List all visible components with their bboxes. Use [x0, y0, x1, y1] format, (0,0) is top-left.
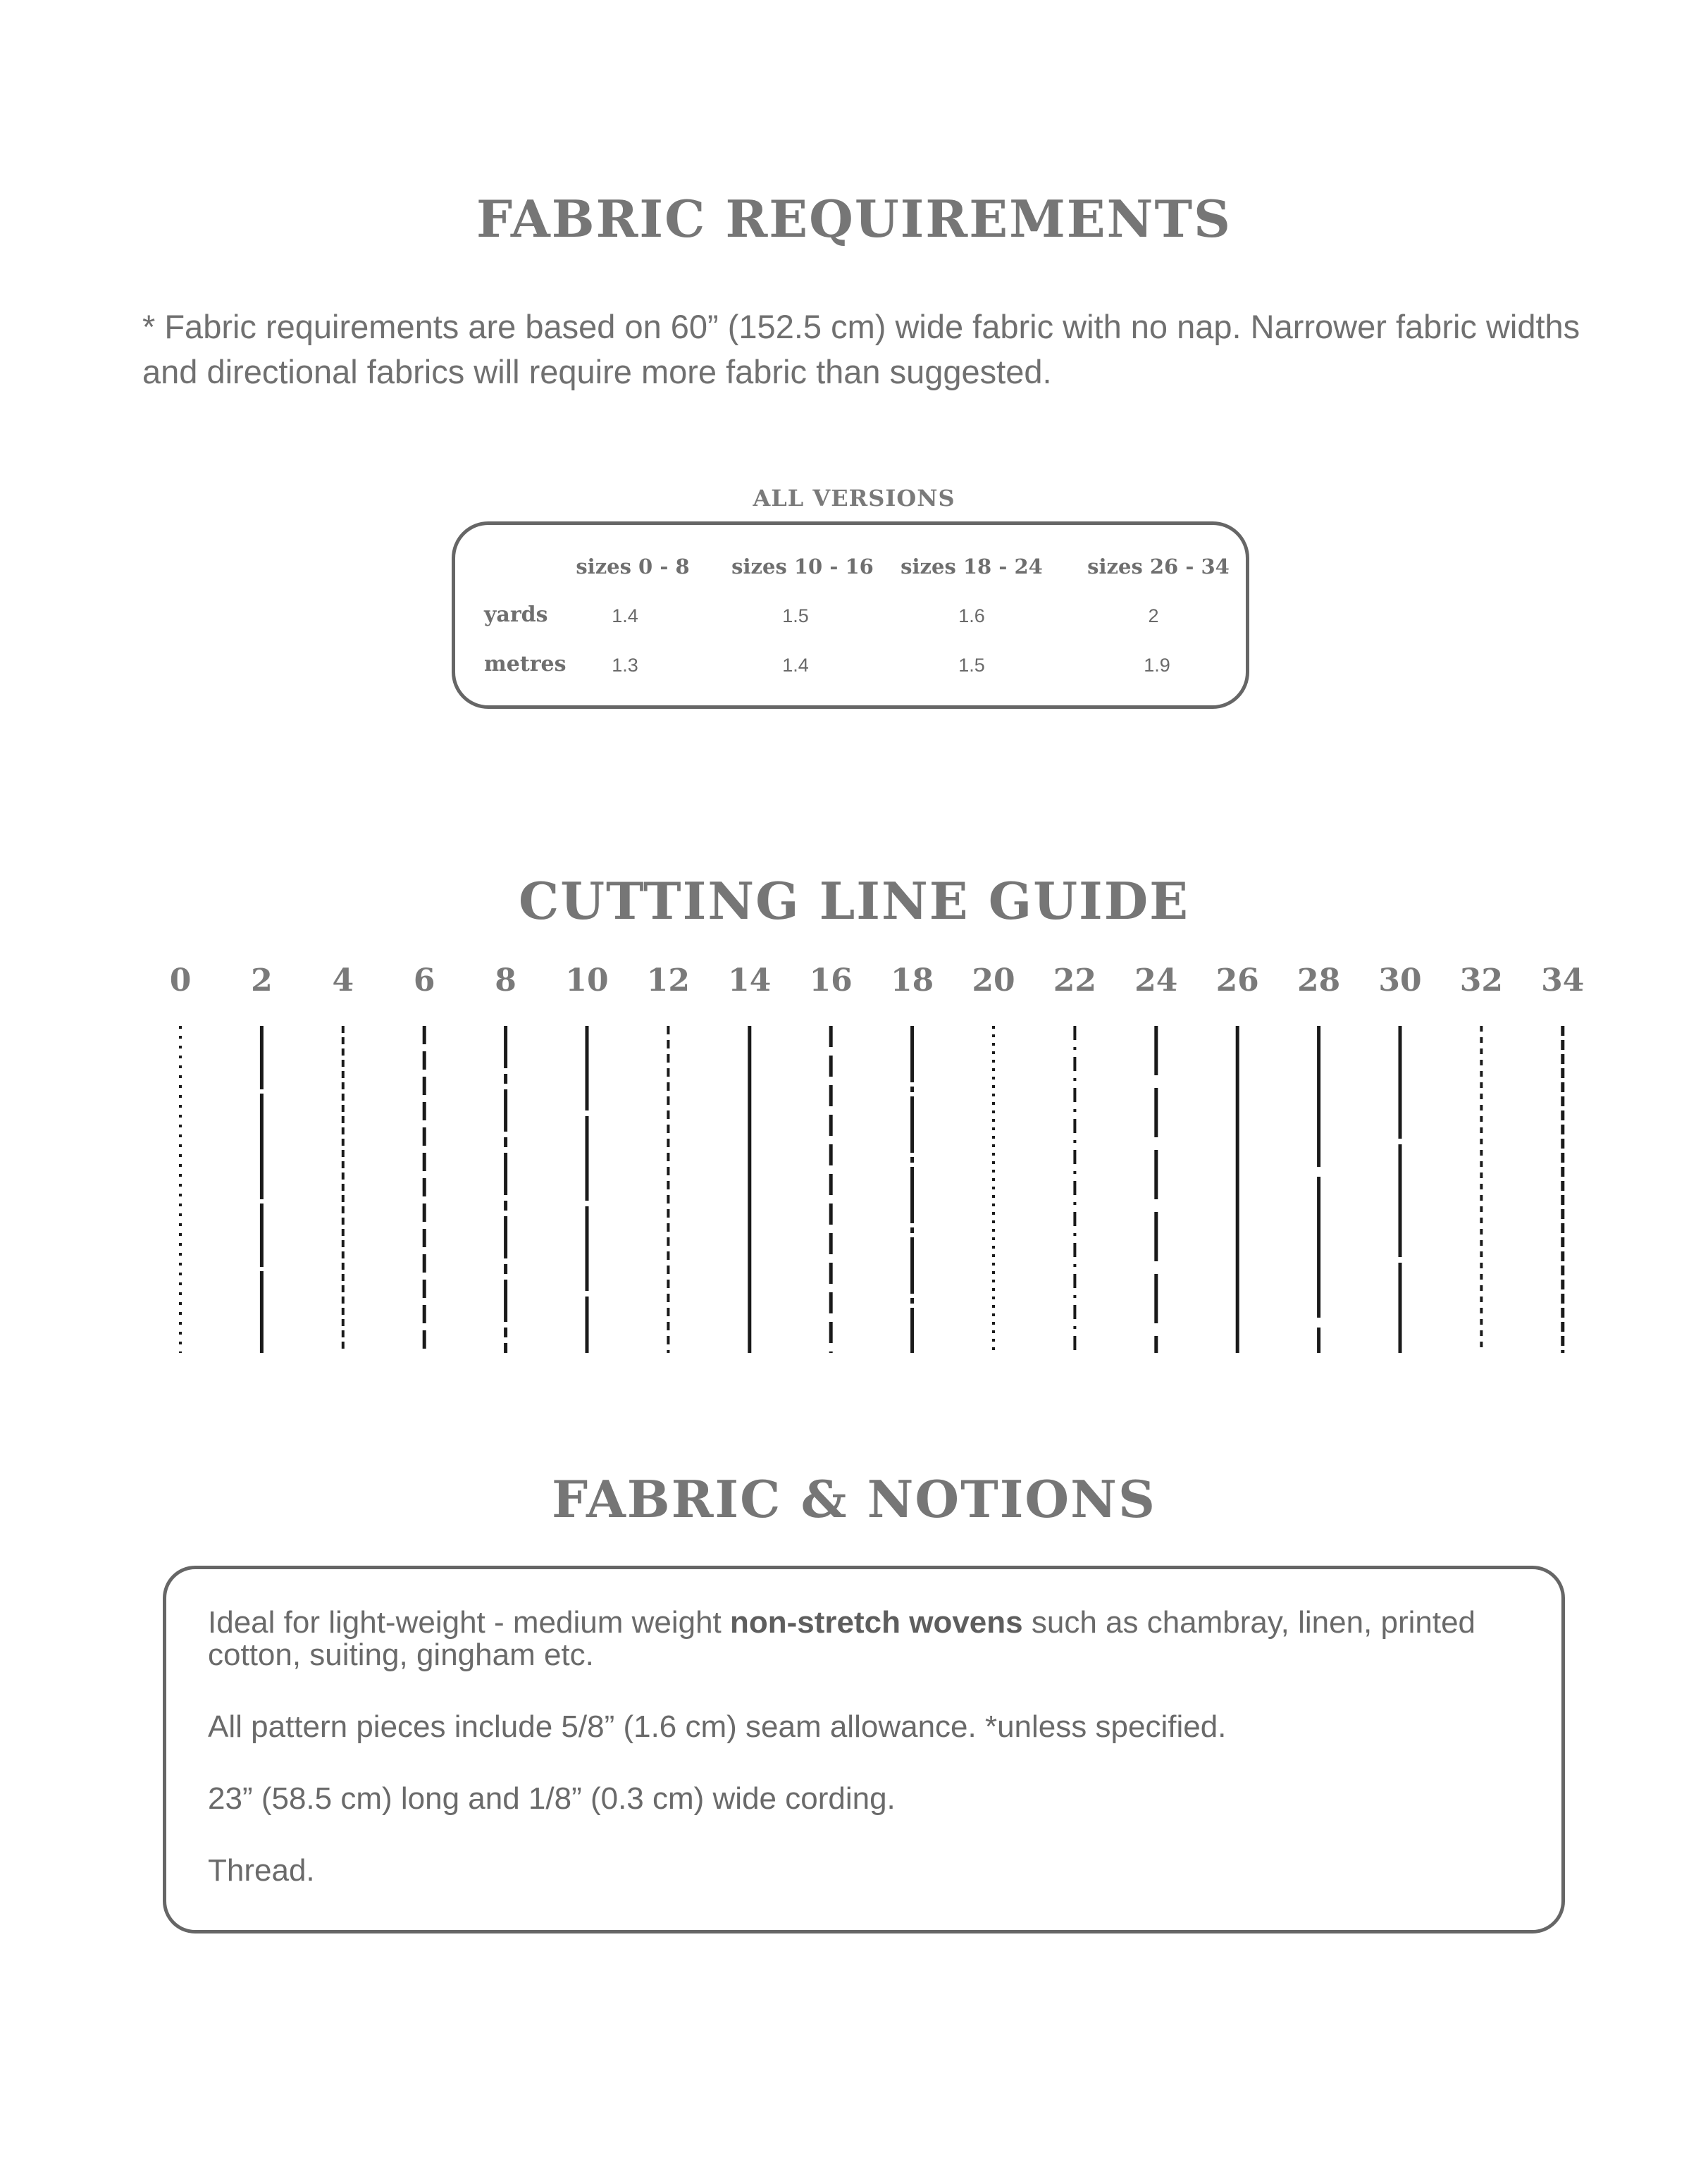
size-label-6: 6 [413, 963, 435, 998]
size-label-24: 24 [1134, 963, 1178, 998]
row-label-yards: yards [484, 602, 548, 627]
size-label-4: 4 [332, 963, 354, 998]
table-header: sizes 18 - 24 [901, 555, 1043, 578]
cutting-line-guide-title: CUTTING LINE GUIDE [518, 871, 1190, 931]
row-label-metres: metres [484, 652, 567, 676]
size-label-22: 22 [1053, 963, 1097, 998]
table-cell: 1.4 [612, 605, 638, 626]
size-label-34: 34 [1541, 963, 1585, 998]
table-header: sizes 26 - 34 [1087, 555, 1230, 578]
size-label-10: 10 [565, 963, 609, 998]
fabric-requirements-table [452, 521, 1249, 709]
size-label-8: 8 [495, 963, 516, 998]
size-label-14: 14 [728, 963, 772, 998]
table-cell: 1.3 [612, 655, 638, 676]
table-cell: 1.4 [782, 655, 809, 676]
table-header: sizes 10 - 16 [731, 555, 874, 578]
table-cell: 2 [1148, 605, 1159, 626]
notions-paragraph-seam: All pattern pieces include 5/8” (1.6 cm) seam allowance. *unless specified. [208, 1709, 1227, 1744]
all-versions-title: ALL VERSIONS [753, 485, 955, 512]
fabric-notions-title: FABRIC & NOTIONS [552, 1469, 1156, 1529]
notions-paragraph-thread: Thread. [208, 1853, 315, 1888]
fabric-requirements-title: FABRIC REQUIREMENTS [476, 189, 1232, 249]
size-label-32: 32 [1459, 963, 1504, 998]
notions-paragraph-fabric: Ideal for light-weight - medium weight non-stretch wovens such as chambray, linen, printed cotton, suiting, gingham etc. [208, 1605, 1476, 1672]
notions-bold-wovens: non-stretch wovens [730, 1605, 1023, 1640]
notions-paragraph-cording: 23” (58.5 cm) long and 1/8” (0.3 cm) wide cording. [208, 1781, 896, 1816]
size-label-16: 16 [809, 963, 853, 998]
cutting-lines [0, 1001, 1708, 1353]
size-label-12: 12 [646, 963, 691, 998]
table-cell: 1.5 [782, 605, 809, 626]
size-label-2: 2 [251, 963, 273, 998]
size-label-28: 28 [1297, 963, 1341, 998]
table-header: sizes 0 - 8 [576, 555, 690, 578]
size-label-18: 18 [890, 963, 934, 998]
table-cell: 1.5 [958, 655, 985, 676]
size-label-0: 0 [169, 963, 192, 998]
size-label-30: 30 [1378, 963, 1422, 998]
table-cell: 1.9 [1144, 655, 1170, 676]
fabric-requirements-note: * Fabric requirements are based on 60” (152.5 cm) wide fabric with no nap. Narrower fabric widths and directional fabrics will require more fabric than suggested. [142, 308, 1580, 390]
size-label-26: 26 [1215, 963, 1259, 998]
table-cell: 1.6 [958, 605, 985, 626]
size-label-20: 20 [972, 963, 1015, 998]
